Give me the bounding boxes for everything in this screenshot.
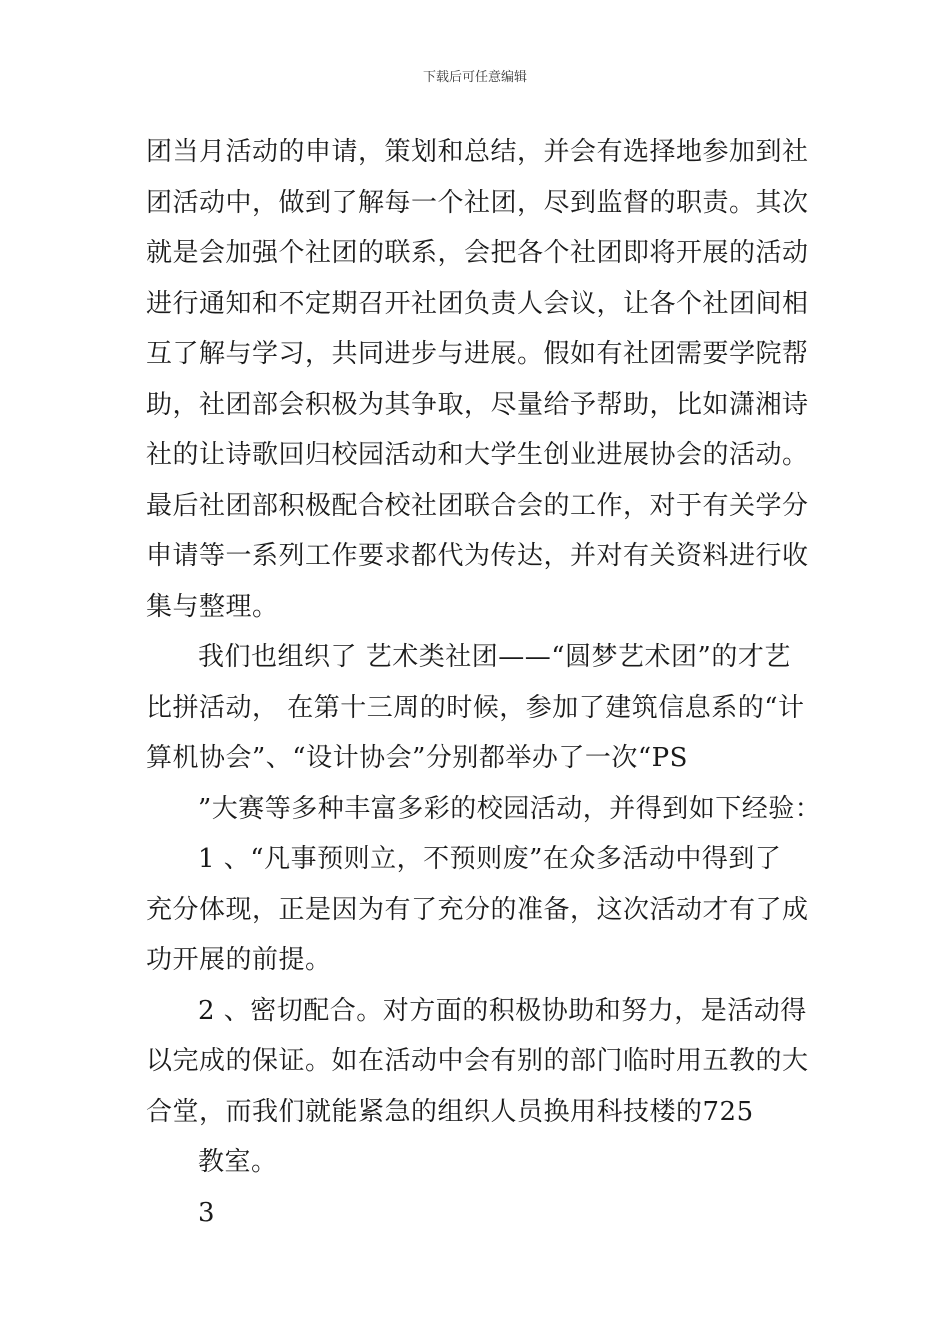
- text-line: 合堂，而我们就能紧急的组织人员换用科技楼的725: [146, 1096, 754, 1127]
- text-line: 我们也组织了 艺术类社团——“圆梦艺术团”的才艺: [198, 642, 791, 672]
- text-line: 最后社团部积极配合校社团联合会的工作，对于有关学分: [146, 490, 809, 521]
- text-line: 1 、“凡事预则立，不预则废”在众多活动中得到了: [198, 844, 782, 874]
- text-line: 教室。: [198, 1147, 278, 1177]
- text-line: ”大赛等多种丰富多彩的校园活动，并得到如下经验：: [198, 793, 822, 824]
- text-line: 算机协会”、“设计协会”分别都举办了一次“PS: [146, 743, 688, 773]
- text-line: 申请等一系列工作要求都代为传达，并对有关资料进行收: [146, 541, 809, 571]
- text-line: 以完成的保证。如在活动中会有别的部门临时用五教的大: [146, 1046, 809, 1076]
- text-line: 就是会加强个社团的联系，会把各个社团即将开展的活动: [146, 238, 809, 268]
- page-header: 下载后可任意编辑: [422, 70, 527, 85]
- text-line: 比拼活动， 在第十三周的时候，参加了建筑信息系的“计: [146, 692, 805, 723]
- text-line: 功开展的前提。: [146, 945, 332, 975]
- text-line: 集与整理。: [146, 591, 279, 622]
- text-line: 3: [198, 1197, 216, 1228]
- text-line: 2 、密切配合。对方面的积极协助和努力，是活动得: [198, 995, 807, 1026]
- text-line: 互了解与学习，共同进步与进展。假如有社团需要学院帮: [146, 339, 809, 369]
- text-line: 进行通知和不定期召开社团负责人会议，让各个社团间相: [146, 288, 809, 319]
- text-line: 团当月活动的申请，策划和总结，并会有选择地参加到社: [146, 137, 809, 167]
- text-line: 社的让诗歌回归校园活动和大学生创业进展协会的活动。: [146, 440, 809, 470]
- body-text: [146, 127, 822, 1238]
- text-line: 助，社团部会积极为其争取，尽量给予帮助，比如潇湘诗: [146, 389, 809, 420]
- text-line: 团活动中，做到了解每一个社团，尽到监督的职责。其次: [146, 187, 809, 218]
- text-line: 充分体现，正是因为有了充分的准备，这次活动才有了成: [146, 894, 809, 925]
